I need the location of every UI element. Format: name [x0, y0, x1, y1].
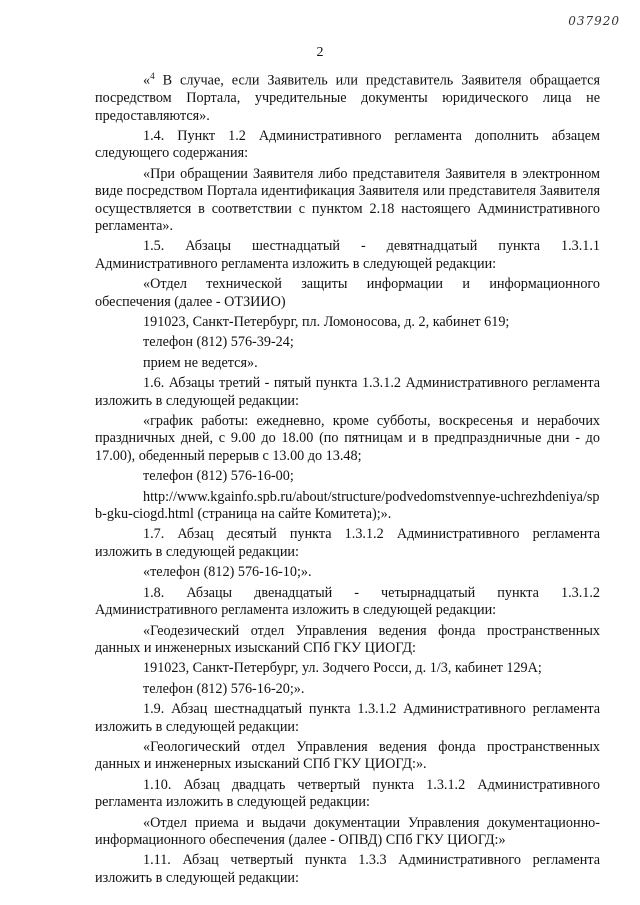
paragraph: «$^4$ В случае, если Заявитель или представитель Заявителя обращается посредством Портала, учредительные документы юридического лица не предоставляются».: [95, 71, 600, 124]
paragraph: 1.6. Абзацы третий - пятый пункта 1.3.1.2 Административного регламента изложить в следующей редакции:: [95, 375, 600, 409]
registration-stamp: 037920: [568, 14, 620, 28]
paragraph: 1.7. Абзац десятый пункта 1.3.1.2 Административного регламента изложить в следующей редакции:: [95, 526, 600, 560]
paragraph: 1.11. Абзац четвертый пункта 1.3.3 Административного регламента изложить в следующей редакции:: [95, 852, 600, 886]
paragraph: телефон (812) 576-16-00;: [143, 468, 294, 485]
footnote-marker: 4: [150, 71, 155, 81]
paragraph: «При обращении Заявителя либо представителя Заявителя в электронном виде посредством Портала идентификация Заявителя или представителя Заявителя осуществляется в соответствии с пунктом 2.18 настоящего Административного регламента».: [95, 165, 600, 234]
paragraph: «Геологический отдел Управления ведения фонда пространственных данных и инженерных изысканий СПб ГКУ ЦИОГД:».: [95, 738, 600, 773]
paragraph: «Отдел приема и выдачи документации Управления документационно-информационного обеспечения (далее - ОПВД) СПб ГКУ ЦИОГД:»: [95, 814, 600, 848]
paragraph: 1.5. Абзацы шестнадцатый - девятнадцатый пункта 1.3.1.1 Административного регламента изложить в следующей редакции:: [95, 238, 600, 272]
paragraph: «Отдел технической защиты информации и информационного обеспечения (далее - ОТЗИИО): [95, 276, 600, 310]
paragraph: 1.9. Абзац шестнадцатый пункта 1.3.1.2 Административного регламента изложить в следующей редакции:: [95, 701, 600, 735]
paragraph: «график работы: ежедневно, кроме субботы, воскресенья и нерабочих праздничных дней, с 9.00 до 18.00 (по пятницам и в предпраздничные дни - до 17.00), обеденный перерыв с 13.00 до 13.48;: [95, 413, 600, 464]
document-body: [95, 68, 600, 890]
paragraph: телефон (812) 576-39-24;: [143, 334, 294, 351]
paragraph: прием не ведется».: [143, 354, 258, 371]
page-number: 2: [316, 45, 324, 60]
paragraph: 191023, Санкт-Петербург, пл. Ломоносова, д. 2, кабинет 619;: [143, 314, 510, 331]
website-link[interactable]: http://www.kgainfo.spb.ru/about/structure/podvedomstvennye-uchrezhdeniya/spb-gku-ciogd.html (страница на сайте Комитета);».: [95, 488, 600, 523]
paragraph: 1.8. Абзацы двенадцатый - четырнадцатый пункта 1.3.1.2 Административного регламента изложить в следующей редакции:: [95, 584, 600, 619]
paragraph: «Геодезический отдел Управления ведения фонда пространственных данных и инженерных изысканий СПб ГКУ ЦИОГД:: [95, 622, 600, 656]
paragraph: 191023, Санкт-Петербург, ул. Зодчего Росси, д. 1/3, кабинет 129А;: [143, 660, 542, 677]
paragraph: 1.10. Абзац двадцать четвертый пункта 1.3.1.2 Административного регламента изложить в следующей редакции:: [95, 776, 600, 811]
paragraph: телефон (812) 576-16-20;».: [143, 680, 305, 697]
paragraph: 1.4. Пункт 1.2 Административного регламента дополнить абзацем следующего содержания:: [95, 127, 600, 162]
paragraph: «телефон (812) 576-16-10;».: [143, 564, 312, 581]
